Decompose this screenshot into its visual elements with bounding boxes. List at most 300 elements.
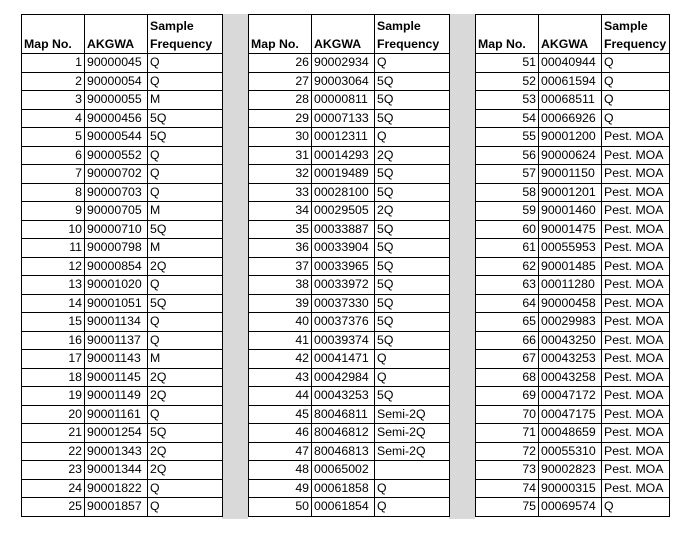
table-row xyxy=(22,165,223,184)
table-row xyxy=(22,128,223,147)
akgwa-cell: 00033904 xyxy=(312,239,375,258)
map-no-cell: 34 xyxy=(249,202,312,221)
akgwa-cell: 00061594 xyxy=(539,72,602,91)
akgwa-cell: 00061858 xyxy=(312,479,375,498)
frequency-cell: Semi-2Q xyxy=(375,405,450,424)
frequency-cell: Q xyxy=(148,54,223,73)
frequency-cell: 5Q xyxy=(375,109,450,128)
akgwa-cell: 00028100 xyxy=(312,183,375,202)
akgwa-cell: 90001343 xyxy=(85,442,148,461)
table-row xyxy=(476,368,670,387)
map-no-cell: 17 xyxy=(22,350,85,369)
table-row xyxy=(22,405,223,424)
frequency-cell: Q xyxy=(602,498,670,517)
akgwa-cell: 00043253 xyxy=(312,387,375,406)
table-row xyxy=(249,257,450,276)
table-row xyxy=(249,368,450,387)
frequency-cell: 5Q xyxy=(148,424,223,443)
map-no-cell: 42 xyxy=(249,350,312,369)
map-no-cell: 40 xyxy=(249,313,312,332)
map-no-cell: 69 xyxy=(476,387,539,406)
akgwa-cell: 90002934 xyxy=(312,54,375,73)
table-row xyxy=(249,387,450,406)
map-no-cell: 37 xyxy=(249,257,312,276)
header-sample-frequency xyxy=(148,15,223,54)
frequency-cell: Q xyxy=(602,72,670,91)
map-no-cell: 74 xyxy=(476,479,539,498)
frequency-cell: 5Q xyxy=(148,109,223,128)
frequency-cell: 2Q xyxy=(148,387,223,406)
frequency-cell: 5Q xyxy=(375,165,450,184)
header-map-no: Map No. xyxy=(476,15,539,54)
akgwa-cell: 00065002 xyxy=(312,461,375,480)
frequency-cell: Q xyxy=(148,72,223,91)
table-row xyxy=(22,368,223,387)
akgwa-cell: 90001020 xyxy=(85,276,148,295)
well-table-3 xyxy=(475,14,670,517)
akgwa-cell: 00068511 xyxy=(539,91,602,110)
map-no-cell: 67 xyxy=(476,350,539,369)
table-row xyxy=(476,331,670,350)
map-no-cell: 49 xyxy=(249,479,312,498)
table-row xyxy=(476,498,670,517)
frequency-cell: Pest. MOA xyxy=(602,276,670,295)
table-row xyxy=(22,202,223,221)
map-no-cell: 10 xyxy=(22,220,85,239)
frequency-cell: Q xyxy=(148,405,223,424)
table-row xyxy=(249,146,450,165)
akgwa-cell: 80046813 xyxy=(312,442,375,461)
map-no-cell: 18 xyxy=(22,368,85,387)
akgwa-cell: 90000854 xyxy=(85,257,148,276)
map-no-cell: 22 xyxy=(22,442,85,461)
table-row xyxy=(476,461,670,480)
table-row xyxy=(249,276,450,295)
akgwa-cell: 00033887 xyxy=(312,220,375,239)
akgwa-cell: 90001051 xyxy=(85,294,148,313)
akgwa-cell: 00047175 xyxy=(539,405,602,424)
table-row xyxy=(22,313,223,332)
akgwa-cell: 00014293 xyxy=(312,146,375,165)
frequency-cell: Pest. MOA xyxy=(602,183,670,202)
akgwa-cell: 00066926 xyxy=(539,109,602,128)
column-separator-band xyxy=(449,14,475,519)
frequency-cell: Semi-2Q xyxy=(375,424,450,443)
header-freq-line1: Sample xyxy=(150,19,194,33)
table-row xyxy=(249,461,450,480)
map-no-cell: 7 xyxy=(22,165,85,184)
map-no-cell: 14 xyxy=(22,294,85,313)
table-row xyxy=(249,91,450,110)
map-no-cell: 8 xyxy=(22,183,85,202)
frequency-cell: Q xyxy=(602,109,670,128)
frequency-cell: 5Q xyxy=(148,128,223,147)
frequency-cell: 5Q xyxy=(375,294,450,313)
map-no-cell: 59 xyxy=(476,202,539,221)
table-row xyxy=(476,294,670,313)
akgwa-cell: 90002823 xyxy=(539,461,602,480)
table-row xyxy=(22,498,223,517)
table-row xyxy=(476,239,670,258)
table-row xyxy=(249,54,450,73)
map-no-cell: 75 xyxy=(476,498,539,517)
akgwa-cell: 00041471 xyxy=(312,350,375,369)
header-akgwa: AKGWA xyxy=(85,15,148,54)
frequency-cell: Pest. MOA xyxy=(602,202,670,221)
akgwa-cell: 90001460 xyxy=(539,202,602,221)
frequency-cell: 5Q xyxy=(148,220,223,239)
header-freq-line2: Frequency xyxy=(150,37,213,51)
table-row xyxy=(249,109,450,128)
table-row xyxy=(476,91,670,110)
frequency-cell: Pest. MOA xyxy=(602,128,670,147)
frequency-cell: 2Q xyxy=(148,442,223,461)
map-no-cell: 68 xyxy=(476,368,539,387)
map-no-cell: 13 xyxy=(22,276,85,295)
akgwa-cell: 00043258 xyxy=(539,368,602,387)
table-row xyxy=(476,276,670,295)
akgwa-cell: 90001134 xyxy=(85,313,148,332)
table-row xyxy=(22,461,223,480)
akgwa-cell: 00040944 xyxy=(539,54,602,73)
akgwa-cell: 00042984 xyxy=(312,368,375,387)
map-no-cell: 66 xyxy=(476,331,539,350)
map-no-cell: 44 xyxy=(249,387,312,406)
akgwa-cell: 90001475 xyxy=(539,220,602,239)
table-row xyxy=(22,294,223,313)
map-no-cell: 58 xyxy=(476,183,539,202)
frequency-cell: Pest. MOA xyxy=(602,239,670,258)
header-row xyxy=(476,15,670,54)
map-no-cell: 3 xyxy=(22,91,85,110)
akgwa-cell: 80046811 xyxy=(312,405,375,424)
akgwa-cell: 90001254 xyxy=(85,424,148,443)
table-row xyxy=(476,424,670,443)
header-sample-frequency xyxy=(602,15,670,54)
frequency-cell: 5Q xyxy=(375,220,450,239)
map-no-cell: 63 xyxy=(476,276,539,295)
akgwa-cell: 90001857 xyxy=(85,498,148,517)
map-no-cell: 56 xyxy=(476,146,539,165)
akgwa-cell: 00055953 xyxy=(539,239,602,258)
frequency-cell: Pest. MOA xyxy=(602,165,670,184)
frequency-cell: 2Q xyxy=(148,257,223,276)
map-no-cell: 6 xyxy=(22,146,85,165)
frequency-cell: 5Q xyxy=(375,72,450,91)
frequency-cell: M xyxy=(148,91,223,110)
map-no-cell: 15 xyxy=(22,313,85,332)
header-akgwa: AKGWA xyxy=(312,15,375,54)
map-no-cell: 30 xyxy=(249,128,312,147)
map-no-cell: 19 xyxy=(22,387,85,406)
well-table-1 xyxy=(21,14,223,517)
frequency-cell: 2Q xyxy=(148,368,223,387)
map-no-cell: 2 xyxy=(22,72,85,91)
frequency-cell: Q xyxy=(375,350,450,369)
map-no-cell: 32 xyxy=(249,165,312,184)
frequency-cell: Pest. MOA xyxy=(602,146,670,165)
akgwa-cell: 90000710 xyxy=(85,220,148,239)
table-row xyxy=(476,387,670,406)
table-row xyxy=(476,350,670,369)
frequency-cell: 5Q xyxy=(375,276,450,295)
akgwa-cell: 90000055 xyxy=(85,91,148,110)
frequency-cell: Q xyxy=(148,165,223,184)
map-no-cell: 41 xyxy=(249,331,312,350)
frequency-cell: Q xyxy=(148,479,223,498)
frequency-cell: 5Q xyxy=(375,331,450,350)
table-row xyxy=(22,183,223,202)
map-no-cell: 27 xyxy=(249,72,312,91)
frequency-cell: Pest. MOA xyxy=(602,461,670,480)
table-row xyxy=(476,479,670,498)
table-row xyxy=(476,109,670,128)
map-no-cell: 31 xyxy=(249,146,312,165)
table-row xyxy=(249,424,450,443)
map-no-cell: 53 xyxy=(476,91,539,110)
akgwa-cell: 90000456 xyxy=(85,109,148,128)
frequency-cell: Pest. MOA xyxy=(602,313,670,332)
header-freq-line1: Sample xyxy=(377,19,421,33)
table-row xyxy=(476,313,670,332)
map-no-cell: 23 xyxy=(22,461,85,480)
frequency-cell: 5Q xyxy=(375,91,450,110)
frequency-cell: Q xyxy=(375,128,450,147)
map-no-cell: 39 xyxy=(249,294,312,313)
map-no-cell: 45 xyxy=(249,405,312,424)
map-no-cell: 33 xyxy=(249,183,312,202)
column-separator-band xyxy=(222,14,248,519)
map-no-cell: 52 xyxy=(476,72,539,91)
table-row xyxy=(22,350,223,369)
akgwa-cell: 90001200 xyxy=(539,128,602,147)
frequency-cell: 5Q xyxy=(148,294,223,313)
akgwa-cell: 00061854 xyxy=(312,498,375,517)
map-no-cell: 48 xyxy=(249,461,312,480)
table-row xyxy=(476,220,670,239)
table-row xyxy=(249,294,450,313)
table-row xyxy=(249,331,450,350)
frequency-cell: M xyxy=(148,239,223,258)
map-no-cell: 61 xyxy=(476,239,539,258)
map-no-cell: 50 xyxy=(249,498,312,517)
frequency-cell: M xyxy=(148,202,223,221)
map-no-cell: 62 xyxy=(476,257,539,276)
map-no-cell: 11 xyxy=(22,239,85,258)
table-row xyxy=(249,72,450,91)
akgwa-cell: 90000703 xyxy=(85,183,148,202)
akgwa-cell: 00043253 xyxy=(539,350,602,369)
akgwa-cell: 00047172 xyxy=(539,387,602,406)
akgwa-cell: 90001150 xyxy=(539,165,602,184)
akgwa-cell: 90000054 xyxy=(85,72,148,91)
map-no-cell: 64 xyxy=(476,294,539,313)
table-row xyxy=(476,405,670,424)
table-row xyxy=(22,387,223,406)
map-no-cell: 70 xyxy=(476,405,539,424)
frequency-cell: Q xyxy=(375,368,450,387)
akgwa-cell: 00037376 xyxy=(312,313,375,332)
frequency-cell: Pest. MOA xyxy=(602,387,670,406)
frequency-cell: Semi-2Q xyxy=(375,442,450,461)
frequency-cell: Q xyxy=(148,331,223,350)
akgwa-cell: 90000458 xyxy=(539,294,602,313)
akgwa-cell: 00029505 xyxy=(312,202,375,221)
akgwa-cell: 00012311 xyxy=(312,128,375,147)
table-row xyxy=(249,442,450,461)
table-row xyxy=(476,128,670,147)
akgwa-cell: 00048659 xyxy=(539,424,602,443)
akgwa-cell: 00069574 xyxy=(539,498,602,517)
akgwa-cell: 90001344 xyxy=(85,461,148,480)
akgwa-cell: 90000705 xyxy=(85,202,148,221)
akgwa-cell: 00039374 xyxy=(312,331,375,350)
header-freq-line2: Frequency xyxy=(604,37,667,51)
frequency-cell: 2Q xyxy=(375,202,450,221)
table-row xyxy=(476,257,670,276)
frequency-cell: Pest. MOA xyxy=(602,368,670,387)
akgwa-cell: 90001143 xyxy=(85,350,148,369)
frequency-cell: 5Q xyxy=(375,257,450,276)
frequency-cell: Pest. MOA xyxy=(602,257,670,276)
map-no-cell: 73 xyxy=(476,461,539,480)
map-no-cell: 57 xyxy=(476,165,539,184)
table-row xyxy=(22,424,223,443)
table-row xyxy=(22,331,223,350)
map-no-cell: 38 xyxy=(249,276,312,295)
map-no-cell: 24 xyxy=(22,479,85,498)
table-row xyxy=(22,276,223,295)
frequency-cell: Pest. MOA xyxy=(602,294,670,313)
table-row xyxy=(476,146,670,165)
header-freq-line2: Frequency xyxy=(377,37,440,51)
frequency-cell: Q xyxy=(375,479,450,498)
akgwa-cell: 90001149 xyxy=(85,387,148,406)
table-row xyxy=(249,350,450,369)
frequency-cell: Pest. MOA xyxy=(602,220,670,239)
table-row xyxy=(22,257,223,276)
frequency-cell: Pest. MOA xyxy=(602,424,670,443)
frequency-cell: Q xyxy=(148,183,223,202)
akgwa-cell: 90000552 xyxy=(85,146,148,165)
table-row xyxy=(249,405,450,424)
akgwa-cell: 90000702 xyxy=(85,165,148,184)
table-row xyxy=(22,109,223,128)
map-no-cell: 72 xyxy=(476,442,539,461)
frequency-cell: Q xyxy=(148,313,223,332)
map-no-cell: 43 xyxy=(249,368,312,387)
table-row xyxy=(22,479,223,498)
map-no-cell: 47 xyxy=(249,442,312,461)
table-row xyxy=(249,183,450,202)
map-no-cell: 46 xyxy=(249,424,312,443)
frequency-cell: 5Q xyxy=(375,183,450,202)
akgwa-cell: 90000798 xyxy=(85,239,148,258)
map-no-cell: 60 xyxy=(476,220,539,239)
map-no-cell: 29 xyxy=(249,109,312,128)
frequency-cell: Q xyxy=(148,146,223,165)
frequency-cell: 5Q xyxy=(375,387,450,406)
table-row xyxy=(249,165,450,184)
akgwa-cell: 00029983 xyxy=(539,313,602,332)
table-row xyxy=(476,442,670,461)
frequency-cell: Pest. MOA xyxy=(602,350,670,369)
akgwa-cell: 80046812 xyxy=(312,424,375,443)
well-table-2 xyxy=(248,14,450,517)
table-row xyxy=(249,202,450,221)
table-row xyxy=(22,146,223,165)
frequency-cell: 2Q xyxy=(148,461,223,480)
frequency-cell: 5Q xyxy=(375,239,450,258)
frequency-cell: 2Q xyxy=(375,146,450,165)
map-no-cell: 25 xyxy=(22,498,85,517)
map-no-cell: 65 xyxy=(476,313,539,332)
map-no-cell: 28 xyxy=(249,91,312,110)
akgwa-cell: 00033972 xyxy=(312,276,375,295)
table-row xyxy=(476,72,670,91)
akgwa-cell: 00055310 xyxy=(539,442,602,461)
header-map-no: Map No. xyxy=(249,15,312,54)
akgwa-cell: 00019489 xyxy=(312,165,375,184)
table-row xyxy=(22,91,223,110)
header-row xyxy=(22,15,223,54)
table-row xyxy=(249,128,450,147)
table-row xyxy=(22,442,223,461)
akgwa-cell: 90001145 xyxy=(85,368,148,387)
header-freq-line1: Sample xyxy=(604,19,648,33)
frequency-cell: Pest. MOA xyxy=(602,442,670,461)
map-no-cell: 5 xyxy=(22,128,85,147)
map-no-cell: 26 xyxy=(249,54,312,73)
header-sample-frequency xyxy=(375,15,450,54)
frequency-cell: Q xyxy=(148,498,223,517)
table-row xyxy=(249,479,450,498)
table-row xyxy=(476,202,670,221)
akgwa-cell: 90001201 xyxy=(539,183,602,202)
map-no-cell: 9 xyxy=(22,202,85,221)
frequency-cell: Q xyxy=(375,54,450,73)
akgwa-cell: 90001161 xyxy=(85,405,148,424)
akgwa-cell: 90001137 xyxy=(85,331,148,350)
table-row xyxy=(476,183,670,202)
akgwa-cell: 90003064 xyxy=(312,72,375,91)
akgwa-cell: 00007133 xyxy=(312,109,375,128)
akgwa-cell: 90000544 xyxy=(85,128,148,147)
table-row xyxy=(22,72,223,91)
frequency-cell: Pest. MOA xyxy=(602,405,670,424)
frequency-cell: Q xyxy=(148,276,223,295)
map-no-cell: 4 xyxy=(22,109,85,128)
akgwa-cell: 90000624 xyxy=(539,146,602,165)
table-row xyxy=(476,165,670,184)
table-row xyxy=(249,220,450,239)
frequency-cell: Pest. MOA xyxy=(602,331,670,350)
frequency-cell: Pest. MOA xyxy=(602,479,670,498)
map-no-cell: 20 xyxy=(22,405,85,424)
frequency-cell: Q xyxy=(602,54,670,73)
table-row xyxy=(476,54,670,73)
map-no-cell: 16 xyxy=(22,331,85,350)
akgwa-cell: 90001822 xyxy=(85,479,148,498)
map-no-cell: 54 xyxy=(476,109,539,128)
header-map-no: Map No. xyxy=(22,15,85,54)
akgwa-cell: 90000315 xyxy=(539,479,602,498)
map-no-cell: 71 xyxy=(476,424,539,443)
table-row xyxy=(22,239,223,258)
map-no-cell: 51 xyxy=(476,54,539,73)
table-row xyxy=(249,313,450,332)
frequency-cell: Q xyxy=(602,91,670,110)
